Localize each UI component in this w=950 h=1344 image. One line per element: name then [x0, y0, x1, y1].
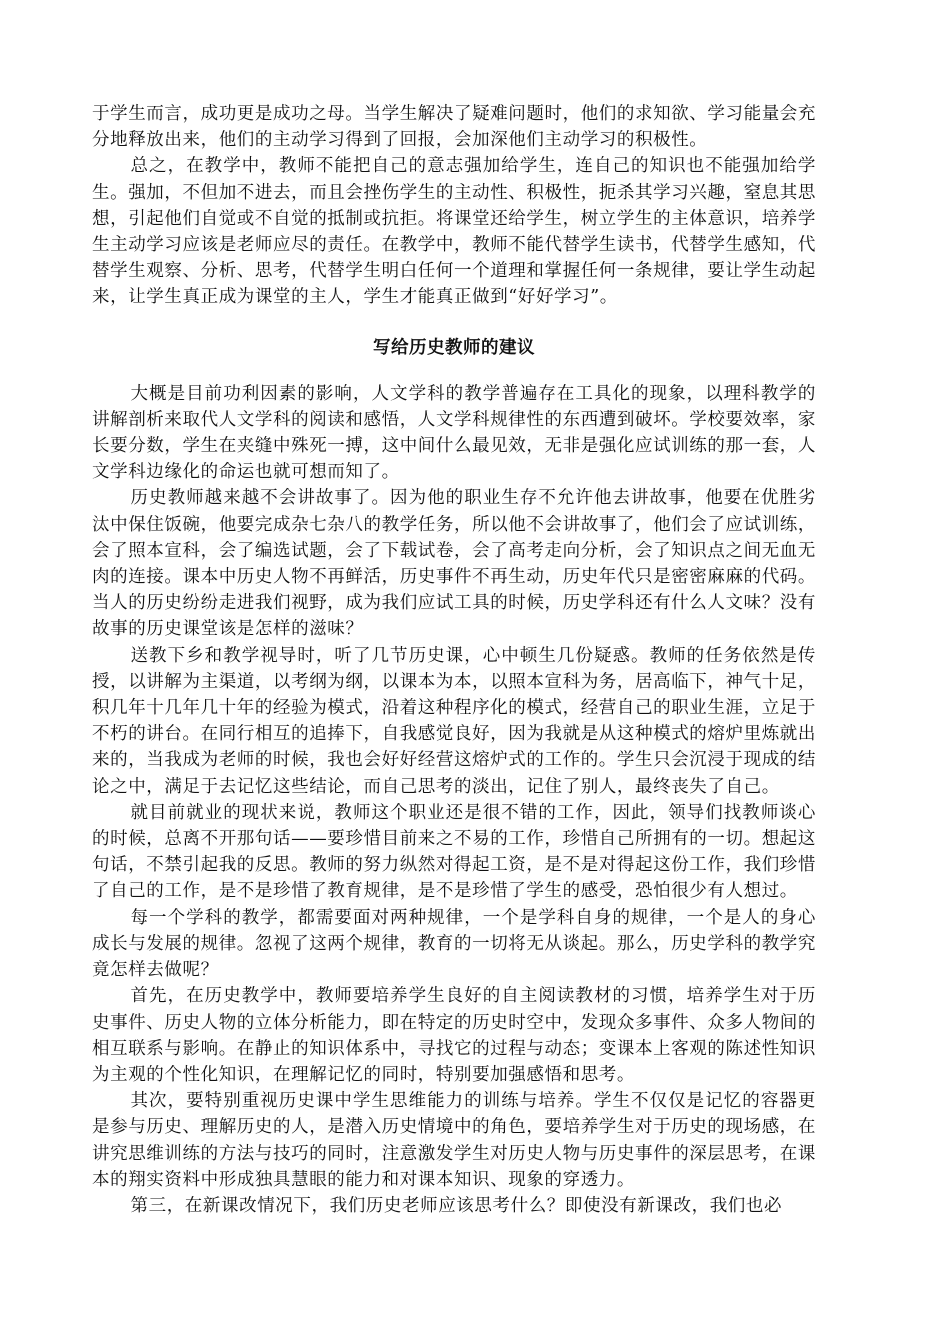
body-paragraph: 历史教师越来越不会讲故事了。因为他的职业生存不允许他去讲故事，他要在优胜劣汰中保住饭碗，他要完成杂七杂八的教学任务，所以他不会讲故事了，他们会了应试训练，会了照本宣科，会了编选试题，会了下载试卷，会了高考走向分析，会了知识点之间无血无肉的连接。课本中历史人物不再鲜活，历史事件不再生动，历史年代只是密密麻麻的代码。当人的历史纷纷走进我们视野，成为我们应试工具的时候，历史学科还有什么人文味？没有故事的历史课堂该是怎样的滋味？: [92, 488, 816, 640]
conclusion-paragraph: 总之，在教学中，教师不能把自己的意志强加给学生，连自己的知识也不能强加给学生。强加，不但加不进去，而且会挫伤学生的主动性、积极性，扼杀其学习兴趣，窒息其思想，引起他们自觉或不自觉的抵制或抗拒。将课堂还给学生，树立学生的主体意识，培养学生主动学习应该是老师应尽的责任。在教学中，教师不能代替学生读书，代替学生感知，代替学生观察、分析、思考，代替学生明白任何一个道理和掌握任何一条规律，要让学生动起来，让学生真正成为课堂的主人，学生才能真正做到“好好学习”。: [92, 156, 816, 308]
body-paragraph: 大概是目前功利因素的影响，人文学科的教学普遍存在工具化的现象，以理科教学的讲解剖析来取代人文学科的阅读和感悟，人文学科规律性的东西遭到破坏。学校要效率，家长要分数，学生在夹缝中殊死一搏，这中间什么最见效，无非是强化应试训练的那一套，人文学科边缘化的命运也就可想而知了。: [92, 383, 816, 483]
body-paragraph: 第三，在新课改情况下，我们历史老师应该思考什么？即使没有新课改，我们也必: [130, 1195, 783, 1216]
document-page: [92, 101, 816, 1219]
body-paragraph: 每一个学科的教学，都需要面对两种规律，一个是学科自身的规律，一个是人的身心成长与发展的规律。忽视了这两个规律，教育的一切将无从谈起。那么，历史学科的教学究竟怎样去做呢？: [92, 907, 816, 981]
body-paragraph: 就目前就业的现状来说，教师这个职业还是很不错的工作，因此，领导们找教师谈心的时候，总离不开那句话——要珍惜目前来之不易的工作，珍惜自己所拥有的一切。想起这句话，不禁引起我的反思。教师的努力纵然对得起工资，是不是对得起这份工作，我们珍惜了自己的工作，是不是珍惜了教育规律，是不是珍惜了学生的感受，恐怕很少有人想过。: [92, 802, 816, 902]
body-paragraph: 首先，在历史教学中，教师要培养学生良好的自主阅读教材的习惯，培养学生对于历史事件、历史人物的立体分析能力，即在特定的历史时空中，发现众多事件、众多人物间的相互联系与影响。在静止的知识体系中，寻找它的过程与动态；变课本上客观的陈述性知识为主观的个性化知识，在理解记忆的同时，特别要加强感悟和思考。: [92, 986, 816, 1085]
section-title: 写给历史教师的建议: [373, 337, 535, 358]
body-paragraph: 送教下乡和教学视导时，听了几节历史课，心中顿生几份疑惑。教师的任务依然是传授，以讲解为主渠道，以考纲为纲，以课本为本，以照本宣科为务，居高临下，神气十足，积几年十几年几十年的经验为模式，沿着这种程序化的模式，经营自己的职业生涯，立足于不朽的讲台。在同行相互的追捧下，自我感觉良好，因为我就是从这种模式的熔炉里炼就出来的，当我成为老师的时候，我也会好好经营这熔炉式的工作的。学生只会沉浸于现成的结论之中，满足于去记忆这些结论，而自己思考的淡出，记住了别人，最终丧失了自己。: [92, 645, 816, 797]
carryover-paragraph: 于学生而言，成功更是成功之母。当学生解决了疑难问题时，他们的求知欲、学习能量会充分地释放出来，他们的主动学习得到了回报，会加深他们主动学习的积极性。: [92, 104, 816, 151]
body-paragraph: 其次，要特别重视历史课中学生思维能力的训练与培养。学生不仅仅是记忆的容器更是参与历史、理解历史的人，是潜入历史情境中的角色，要培养学生对于历史的现场感，在讲究思维训练的方法与技巧的同时，注意激发学生对历史人物与历史事件的深层思考，在课本的翔实资料中形成独具慧眼的能力和对课本知识、现象的穿透力。: [92, 1091, 816, 1190]
